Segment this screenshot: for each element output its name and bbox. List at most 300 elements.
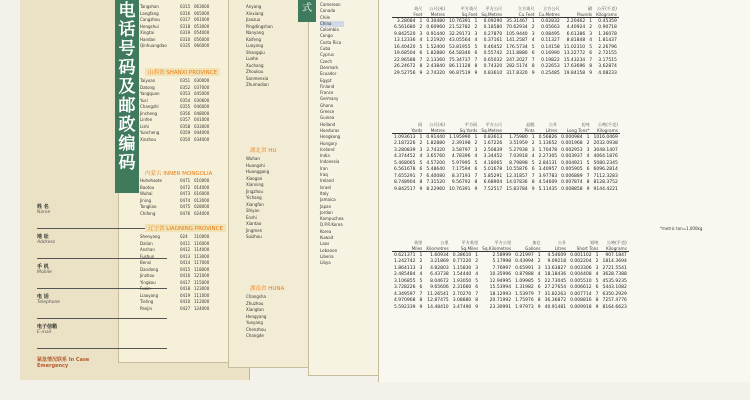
table-cell: 8.04672 (430, 278, 449, 284)
country-name: France (320, 90, 334, 96)
country-name: Liberia (320, 253, 334, 259)
table-cell: 0.009918 (570, 304, 592, 310)
table-cell: 3.106855 (394, 278, 416, 284)
table-cell: 0.005905 (561, 167, 583, 173)
postcode: 037000 (194, 84, 210, 90)
table-cell: 40.91481 (544, 304, 567, 310)
table-cell: 19.84158 (563, 70, 586, 76)
table-cell: 31.82263 (544, 291, 567, 297)
column-header-cn: 平方英里 (461, 240, 479, 245)
table-cell: 5 (537, 278, 541, 284)
table-cell: 1 (537, 252, 541, 258)
form-field[interactable] (37, 323, 117, 353)
postcode: 056000 (194, 36, 210, 42)
table-cell: 6.561678 (394, 167, 416, 173)
country-name: Egypt (320, 77, 332, 83)
table-cell: 2.58999 (492, 252, 512, 258)
form-field-label-en: Mobile (37, 270, 52, 275)
table-cell: 35.31467 (506, 18, 528, 24)
town-name: Chenzhou (246, 326, 266, 332)
town-name: Pingdingshan (246, 23, 273, 29)
postcode: 045000 (194, 91, 210, 96)
table-cell: 7257.4776 (602, 298, 627, 304)
postcode: 046000 (194, 104, 210, 109)
table-cell: 9.09218 (547, 259, 567, 265)
column-header-en: Long Tons* (566, 128, 590, 133)
table-row (392, 70, 619, 77)
table-cell: 2032.0938 (593, 141, 618, 147)
column-header-en: Sq.Metres (481, 128, 503, 133)
country-name: Kuwait (320, 234, 334, 240)
city-name: Xinzhou (140, 136, 157, 142)
table-cell: 5 (419, 278, 423, 284)
city-row (140, 306, 209, 313)
town-name: Zhoukou (246, 69, 264, 74)
form-field[interactable] (37, 263, 117, 293)
country-name: Hungary (320, 140, 338, 146)
table-cell: 1.82880 (426, 141, 445, 147)
column-header-cn: 立方公尺 (542, 6, 560, 11)
country-name: Chile (320, 14, 331, 20)
area-code: 0319 (180, 30, 191, 35)
column-header-en: Short Tons (576, 246, 599, 251)
table-cell: 7.17594 (451, 167, 471, 173)
table-cell: 1.54440 (452, 272, 472, 278)
country-name: Colombia (320, 27, 339, 33)
table-cell: 2.72155 (598, 51, 617, 57)
area-code: 0359 (180, 130, 191, 135)
emergency-label: 紧急情况联系 In Case Emergency (37, 357, 90, 369)
column-header (600, 240, 628, 252)
table-cell: 3.65760 (426, 154, 445, 160)
table-cell: 1 (419, 252, 423, 258)
column-header (594, 6, 619, 18)
postcode: 117000 (194, 260, 210, 265)
column-header (504, 6, 536, 18)
table-cell: 8 (537, 298, 541, 304)
table-cell: 0.91440 (426, 31, 445, 37)
table-cell: 9 (531, 70, 535, 76)
country-name: Cyprus (320, 52, 334, 58)
column-header (537, 122, 560, 134)
table-cell: 2.84131 (538, 160, 558, 166)
column-header (447, 6, 479, 18)
table-cell: 9 (589, 70, 593, 76)
table-cell: 0.83610 (483, 70, 503, 76)
area-code: 0310 (180, 36, 191, 42)
column-header-cn: 公升 (548, 122, 558, 127)
table-cell: 0.005510 (570, 278, 592, 284)
table-cell: 3.47490 (452, 304, 472, 310)
table-cell: 2.26796 (598, 44, 617, 50)
column-header (513, 240, 542, 252)
table-cell: 0.002204 (570, 259, 592, 265)
column-header-cn: 平方码 (464, 122, 478, 127)
table-cell: 0.90718 (598, 25, 617, 31)
postcode: 053000 (194, 23, 210, 29)
city-name: Panjin (140, 305, 152, 311)
city-name: Anshan (140, 247, 155, 252)
table-cell: 11.26541 (427, 291, 449, 297)
table-cell: 0.38610 (452, 252, 472, 258)
postcode: 118000 (194, 266, 210, 272)
column-header (424, 240, 450, 252)
table-cell: 9.842520 (394, 31, 416, 37)
column-header (451, 240, 480, 252)
table-row (392, 252, 629, 259)
city-name: Changzhi (140, 104, 159, 109)
table-cell: 1016.0469 (593, 134, 618, 140)
table-cell: 3 (475, 265, 479, 271)
table-cell: 7 (537, 291, 541, 297)
table-cell: 6 (419, 285, 423, 291)
table-cell: 5.27938 (509, 147, 528, 153)
table-cell: 5.97995 (451, 160, 471, 166)
conversion-table-yards (392, 122, 620, 193)
column-header-en: Feet (413, 12, 423, 17)
country-name: Ireland (320, 178, 334, 184)
table-cell: 2.485484 (394, 272, 416, 278)
table-cell: 7 (419, 57, 423, 63)
postcode: 123000 (194, 286, 210, 291)
table-cell: 2 (589, 25, 593, 31)
table-header-row (392, 122, 620, 134)
table-cell: 3 (537, 265, 541, 271)
table-cell: 9 (586, 186, 590, 192)
table-cell: 1.70478 (538, 147, 558, 153)
table-cell: 15.53994 (489, 285, 512, 291)
table-cell: 0.18580 (483, 25, 503, 31)
postcode: 110000 (194, 234, 210, 239)
country-name: Jordan (320, 209, 333, 215)
area-code: 0354 (180, 97, 191, 103)
table-cell: 2 (474, 141, 478, 147)
table-cell: 3 (586, 147, 590, 153)
table-cell: 0.008816 (570, 298, 592, 304)
table-cell: 12.94995 (489, 278, 512, 284)
table-cell: 70.62934 (506, 25, 528, 31)
table-cell: 2 (595, 259, 599, 265)
postcode: 115000 (194, 279, 210, 285)
table-cell: 5 (474, 44, 478, 50)
table-cell: 247.2027 (506, 57, 528, 63)
table-cell: 13.63827 (544, 265, 567, 271)
table-cell: 3 (419, 265, 423, 271)
table-cell: 1.53979 (515, 291, 534, 297)
table-cell: 1 (586, 134, 590, 140)
table-cell: 4 (589, 38, 593, 44)
table-cell: 8128.3752 (593, 180, 618, 186)
city-name: Shenyang (140, 234, 160, 239)
town-name: Xiangfan (246, 201, 264, 207)
table-cell: 7 (586, 173, 590, 179)
city-name: Cangzhou (140, 17, 160, 22)
town-name: Changsha (246, 294, 266, 299)
table-cell: 3.40957 (538, 167, 558, 173)
column-header-en: Sq.Metres (481, 12, 503, 17)
table-cell: 3.62874 (598, 64, 617, 70)
country-name: Ecuador (320, 71, 337, 77)
column-header-cn: 公升 (557, 240, 567, 245)
table-cell: 7 (589, 57, 593, 63)
form-field[interactable] (37, 233, 117, 263)
table-cell: 0.65032 (483, 57, 503, 63)
area-code: 0357 (180, 117, 191, 122)
table-cell: 6 (537, 285, 541, 291)
table-cell: 8 (419, 298, 423, 304)
table-cell: 5 (474, 160, 478, 166)
table-cell: 4 (595, 272, 599, 278)
table-cell: 0.000984 (561, 134, 583, 140)
table-cell: 0.14158 (541, 44, 560, 50)
table-cell: 3.51959 (509, 141, 528, 147)
area-code: 0318 (180, 23, 191, 29)
table-cell: 1 (475, 252, 479, 258)
column-header (392, 6, 424, 18)
town-name: Enshi (246, 214, 257, 220)
country-name: D.P.R.Korea (320, 222, 343, 228)
table-cell: 4 (537, 272, 541, 278)
section-banner: 电话号码及邮政编码 (115, 0, 139, 193)
table-cell: 1.97973 (515, 304, 534, 310)
table-cell: 5.17998 (492, 259, 512, 265)
country-name: Finland (320, 83, 335, 89)
town-name: Zhumadian (246, 82, 269, 87)
table-cell: 29.52756 (394, 70, 416, 76)
country-name: Lebanon (320, 247, 338, 253)
city-name: Qinhuangdao (140, 43, 167, 48)
table-cell: 43.05564 (448, 38, 471, 44)
table-cell: 3 (595, 265, 599, 271)
table-cell: 1 (419, 18, 423, 24)
table-cell: 4.970968 (394, 298, 416, 304)
table-cell: 2.20462 (566, 18, 586, 24)
table-cell: 9 (474, 70, 478, 76)
table-cell: 0.65991 (515, 265, 534, 271)
column-header (424, 122, 447, 134)
column-header-cn: 平方公尺 (485, 6, 503, 11)
column-header (562, 6, 594, 18)
country-name: Guinea (320, 115, 335, 121)
form-field[interactable] (37, 293, 117, 323)
city-list-hebei (140, 4, 209, 50)
table-cell: 2 (586, 141, 590, 147)
city-name: Tongliao (140, 204, 157, 209)
table-cell: 5 (475, 278, 479, 284)
column-header (447, 122, 479, 134)
column-header (424, 6, 447, 18)
column-header (392, 122, 424, 134)
table-cell: 23.30991 (489, 304, 512, 310)
column-header-cn: 公斤(千克) (596, 6, 617, 11)
table-cell: 105.9440 (506, 31, 528, 37)
table-cell: 0.43994 (515, 259, 534, 265)
table-cell: 4 (531, 38, 535, 44)
table-cell: 1.242742 (394, 259, 416, 265)
table-cell: 8.748904 (394, 180, 416, 186)
conversion-table-feet (392, 6, 619, 77)
table-cell: 1.093613 (394, 134, 416, 140)
column-header (480, 240, 513, 252)
contact-form (37, 203, 117, 369)
table-cell: 0.74320 (483, 64, 503, 70)
table-cell: 2 (531, 25, 535, 31)
column-header-en: Sq.Feet (461, 12, 478, 17)
table-header-row (392, 240, 629, 252)
table-cell: 6.40080 (426, 173, 445, 179)
town-name: Yueyang (246, 320, 263, 325)
table-header-row (392, 6, 619, 18)
table-cell: 6 (589, 51, 593, 57)
table-cell: 9.56792 (451, 180, 471, 186)
table-row (392, 38, 619, 45)
metric-ton-note: *metric ton=1,000kg (660, 226, 703, 231)
table-cell: 0.56826 (538, 134, 558, 140)
town-name: Suizhou (246, 234, 262, 239)
postcode: 030000 (194, 78, 210, 83)
form-field[interactable] (37, 203, 117, 233)
table-cell: 8.79898 (509, 160, 528, 166)
column-header (392, 240, 424, 252)
column-header-cn: 短吨 (590, 240, 599, 245)
table-cell: 0.27870 (483, 31, 503, 37)
table-cell: 5 (419, 44, 423, 50)
column-header-cn: 英里 (413, 240, 423, 245)
country-name: Czech (320, 58, 333, 64)
table-cell: 1.60934 (430, 252, 449, 258)
column-header-cn: 公吨(千克) (606, 240, 627, 245)
table-cell: 0.007874 (561, 180, 583, 186)
postcode: 044000 (194, 130, 210, 135)
table-cell: 1.75980 (509, 134, 528, 140)
country-name: Korea (320, 228, 332, 234)
table-cell: 1 (474, 134, 478, 140)
country-name: Kampuchea (320, 216, 344, 222)
table-row (392, 51, 619, 58)
table-cell: 6 (586, 167, 590, 173)
town-name: Luohe (246, 56, 259, 61)
table-cell: 3.97783 (538, 173, 558, 179)
area-code: 0411 (180, 240, 191, 246)
town-name: Jingzhou (246, 188, 263, 194)
table-cell: 10.76391 (448, 186, 471, 192)
table-cell: 1 (589, 18, 593, 24)
table-cell: 2.50839 (483, 147, 503, 153)
column-header-cn: 平方公尺 (485, 122, 503, 127)
city-list-hunan (246, 294, 266, 340)
table-cell: 3 (531, 147, 535, 153)
city-list-henan (246, 4, 273, 89)
conversion-table-miles (392, 240, 629, 311)
table-cell: 9.842517 (394, 186, 416, 192)
country-name: Ghana (320, 102, 334, 108)
table-cell: 0.09290 (483, 18, 503, 24)
table-cell: 12.31857 (506, 173, 528, 179)
town-name: Zhuzhou (246, 300, 264, 306)
country-name: Iceland (320, 146, 335, 152)
city-name: Dandong (140, 266, 159, 272)
table-cell: 2721.5541 (602, 265, 627, 271)
section-title-hubei (250, 146, 276, 154)
country-name: Italy (320, 190, 329, 196)
table-cell: 7 (474, 57, 478, 63)
table-cell: 14.07836 (506, 180, 528, 186)
table-cell: 3.34452 (483, 154, 503, 160)
city-row (140, 137, 209, 144)
country-list (320, 2, 344, 266)
column-header-cn: 平方英尺 (460, 6, 478, 11)
table-cell: 2.31660 (452, 285, 472, 291)
city-name: Yingkou (140, 279, 156, 285)
postcode: 112000 (194, 299, 210, 304)
town-name: Nanyang (246, 30, 264, 35)
table-cell: 36.36872 (544, 298, 567, 304)
table-cell: 5 (586, 160, 590, 166)
city-list-shanxi (140, 78, 209, 143)
town-name: Xuchang (246, 62, 264, 68)
table-cell: 7 (419, 173, 423, 179)
table-cell: 32.29173 (448, 31, 471, 37)
area-code: 0427 (180, 305, 191, 311)
postcode: 028000 (194, 204, 210, 209)
table-cell: 6 (595, 285, 599, 291)
table-cell: 1.52400 (426, 44, 445, 50)
column-header-cn: 磅 (587, 6, 593, 11)
table-cell: 9 (475, 304, 479, 310)
column-header (479, 6, 504, 18)
country-name: Costa Rica (320, 39, 342, 45)
table-cell: 8 (531, 180, 535, 186)
table-cell: 3 (589, 31, 593, 37)
city-name: Liaoyang (140, 292, 159, 298)
postcode: 113000 (194, 253, 210, 259)
postcode: 048000 (194, 110, 210, 116)
table-cell: 22.96588 (394, 57, 416, 63)
table-cell: 0.21997 (515, 252, 534, 258)
table-cell: 0.91440 (426, 134, 445, 140)
table-cell: 9 (531, 186, 535, 192)
table-cell: 75.34737 (448, 57, 471, 63)
table-cell: 3628.7388 (602, 272, 627, 278)
table-cell: 2 (419, 141, 423, 147)
country-name: Holland (320, 121, 336, 127)
table-cell: 211.8880 (506, 51, 528, 57)
table-cell: 7 (475, 291, 479, 297)
column-header (568, 240, 600, 252)
form-field-label-en: E-mail (37, 330, 52, 335)
table-cell: 4.54609 (547, 252, 567, 258)
table-cell: 5 (531, 160, 535, 166)
town-name: Xiangtan (246, 307, 264, 312)
postcode: 114000 (194, 247, 210, 252)
table-cell: 11.02310 (563, 44, 586, 50)
town-name: Shangqiu (246, 49, 265, 55)
country-name: Iraq (320, 172, 328, 178)
city-name: Hengshui (140, 23, 159, 29)
table-cell: 6 (419, 167, 423, 173)
city-name: Langfang (140, 10, 159, 16)
area-code: 0351 (180, 78, 191, 83)
table-cell: 1.21920 (426, 38, 445, 44)
area-code: 024 (180, 234, 188, 239)
hubei-cn: 湖北省 (250, 148, 267, 154)
city-list-inner-mongolia (140, 178, 209, 217)
table-cell: 4 (419, 38, 423, 44)
table-cell: 0.004408 (570, 272, 592, 278)
table-cell: 1.864113 (394, 265, 416, 271)
table-row (392, 57, 619, 64)
table-cell: 8 (589, 64, 593, 70)
